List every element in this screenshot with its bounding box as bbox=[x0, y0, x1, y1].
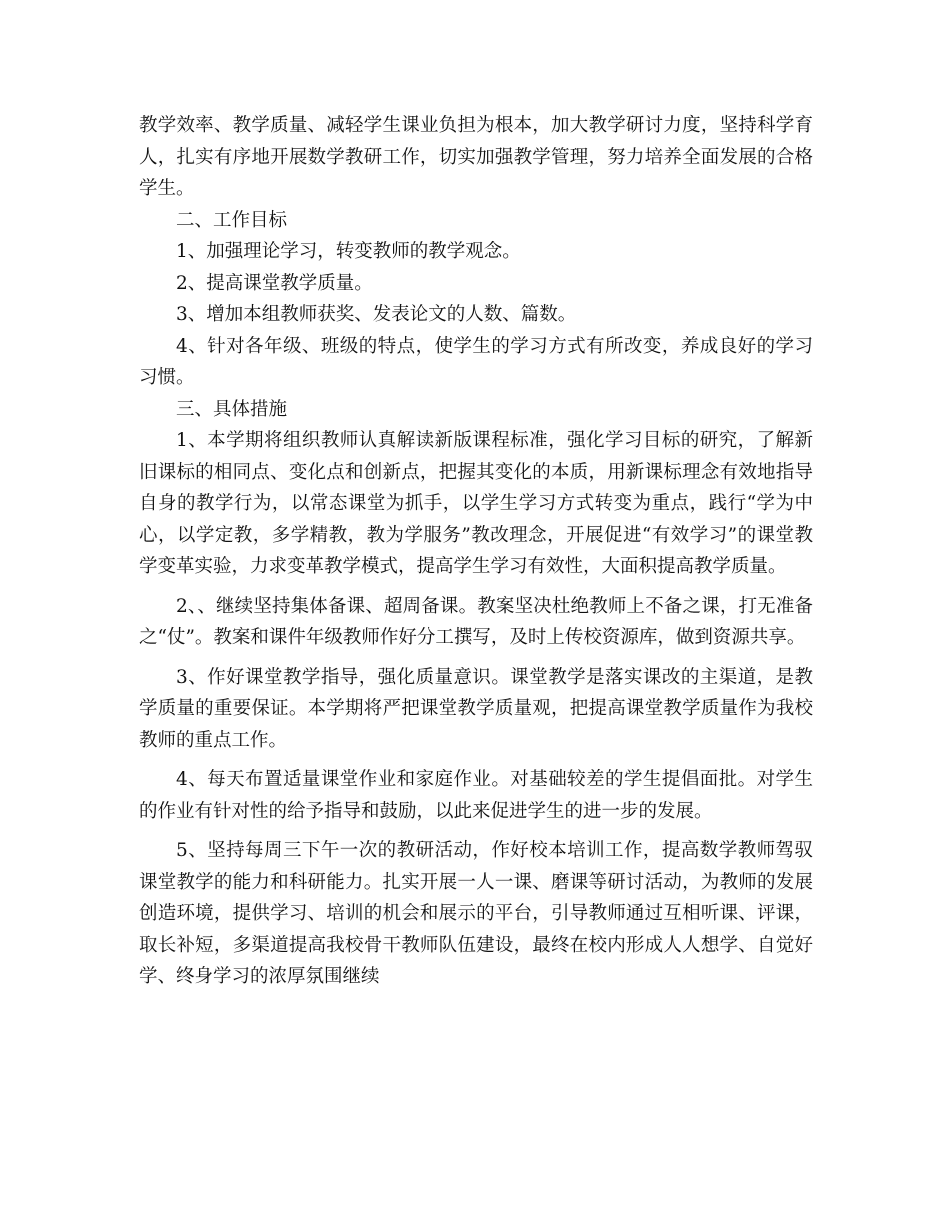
goal-item-2: 2、提高课堂教学质量。 bbox=[176, 272, 373, 294]
measure-item-4: 4、每天布置适量课堂作业和家庭作业。对基础较差的学生提倡面批。对学生的作业有针对性的给予指导和鼓励，以此来促进学生的进一步的发展。 bbox=[139, 769, 813, 822]
measure-item-2: 2、、继续坚持集体备课、超周备课。教案坚决杜绝教师上不备之课，打无准备之“仗”。教案和课件年级教师作好分工撰写，及时上传校资源库，做到资源共享。 bbox=[139, 595, 813, 648]
measure-item-3: 3、作好课堂教学指导，强化质量意识。课堂教学是落实课改的主渠道，是教学质量的重要保证。本学期将严把课堂教学质量观，把提高课堂教学质量作为我校教师的重点工作。 bbox=[139, 666, 813, 751]
document-body bbox=[139, 110, 813, 993]
goal-item-1: 1、加强理论学习，转变教师的教学观念。 bbox=[176, 241, 521, 262]
measure-item-5: 5、坚持每周三下午一次的教研活动，作好校本培训工作，提高数学教师驾驭课堂教学的能力和科研能力。扎实开展一人一课、磨课等研讨活动，为教师的发展创造环境，提供学习、培训的机会和展示的平台，引导教师通过互相听课、评课，取长补短，多渠道提高我校骨干教师队伍建设，最终在校内形成人人想学、自觉好学、终身学习的浓厚氛围继续 bbox=[139, 840, 813, 987]
measure-item-1: 1、本学期将组织教师认真解读新版课程标准，强化学习目标的研究，了解新旧课标的相同点、变化点和创新点，把握其变化的本质，用新课标理念有效地指导自身的教学行为，以常态课堂为抓手，以学生学习方式转变为重点，践行“学为中心，以学定教，多学精教，教为学服务”教改理念，开展促进“有效学习”的课堂教学变革实验，力求变革教学模式，提高学生学习有效性，大面积提高教学质量。 bbox=[139, 430, 813, 577]
goal-item-3: 3、增加本组教师获奖、发表论文的人数、篇数。 bbox=[176, 304, 577, 325]
heading-work-goals: 二、工作目标 bbox=[176, 209, 288, 231]
heading-specific-measures: 三、具体措施 bbox=[176, 398, 288, 420]
goal-item-4: 4、针对各年级、班级的特点，使学生的学习方式有所改变，养成良好的学习习惯。 bbox=[139, 335, 813, 388]
paragraph-intro-continued: 教学效率、教学质量、减轻学生课业负担为根本，加大教学研讨力度，坚持科学育人，扎实有序地开展数学教研工作，切实加强教学管理，努力培养全面发展的合格学生。 bbox=[139, 115, 813, 199]
